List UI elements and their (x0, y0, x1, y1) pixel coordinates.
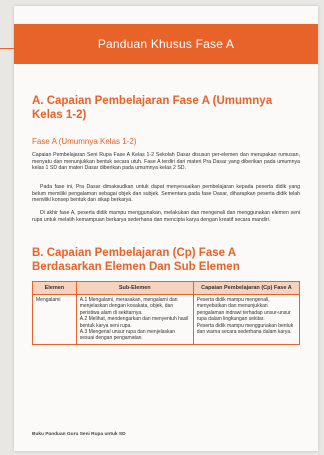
section-a-heading: A. Capaian Pembelajaran Fase A (Umumnya Kelas 1-2) (32, 95, 273, 121)
col-header-cp: Capaian Pembelajaran (Cp) Fase A (193, 282, 299, 295)
chapter-title: Panduan Khusus Fase A (97, 37, 235, 51)
section-b-heading: B. Capaian Pembelajaran (Cp) Fase A Berdasarkan Elemen Dan Sub Elemen (32, 247, 240, 273)
chapter-header (14, 24, 318, 64)
paragraph-3: Di akhir fase A, peserta didik mampu menggunakan, melakukan dan mengenali dan menggunakan elemen seni rupa untuk melatih kemampuan berkarya sederhana dan mencipta karya dengan kreatif secara mandiri. (32, 210, 300, 223)
cell-sub-elemen: A.1 Mengalami, merasakan, mengalami dan menjelaskan dengan kosakata, objek, dan peristiwa alam di sekitarnya. A.2 Melihat, mendengarkan dan menyentuh hasil bentuk karya seni rupa. A.3 Mengenal unsur rupa dan menjelaskan sesuai dengan pengamatan. (76, 295, 193, 345)
document-page (14, 6, 318, 451)
cell-cp: Peserta didik mampu mengenali, menyebutkan dan menunjukkan pengalaman indrawi terhadap unsur-unsur rupa dalam lingkungan sekitar. Peserta didik mampu menggunakan bentuk dan warna secara sederhana dalam karya. (193, 295, 299, 345)
table-row (33, 295, 300, 345)
cell-elemen: Mengalami (33, 295, 77, 345)
col-header-sub-elemen: Sub-Elemen (76, 282, 193, 295)
paragraph-1: Capaian Pembelajaran Seni Rupa Fase A Kelas 1-2 Sekolah Dasar disusun per-elemen dan merupakan rumusan, menyatu dan menunjukkan bentuk secara utuh. Fase A terdiri dari materi Pra Dasar yang diberikan pada umumnya kelas 1 SD dan materi Dasar diberikan pada umumnya kelas 2 SD. (32, 152, 300, 172)
paragraph-2: Pada fase ini, Pra Dasar dimaksudkan untuk dapat menyesuaikan pembelajaran kepada peserta didik yang belum memiliki pengalaman sebagai objek dan subjek. Sementara pada fase Dasar, diharapkan peserta didik telah memiliki konsep bentuk dan sikap berkarya. (32, 184, 300, 204)
col-header-elemen: Elemen (33, 282, 77, 295)
page-footer: Buku Panduan Guru Seni Rupa untuk SD (32, 432, 126, 437)
cp-table (32, 281, 300, 345)
section-a-subheading: Fase A (Umumnya Kelas 1-2) (32, 137, 137, 146)
margin-accent-line (0, 48, 14, 49)
